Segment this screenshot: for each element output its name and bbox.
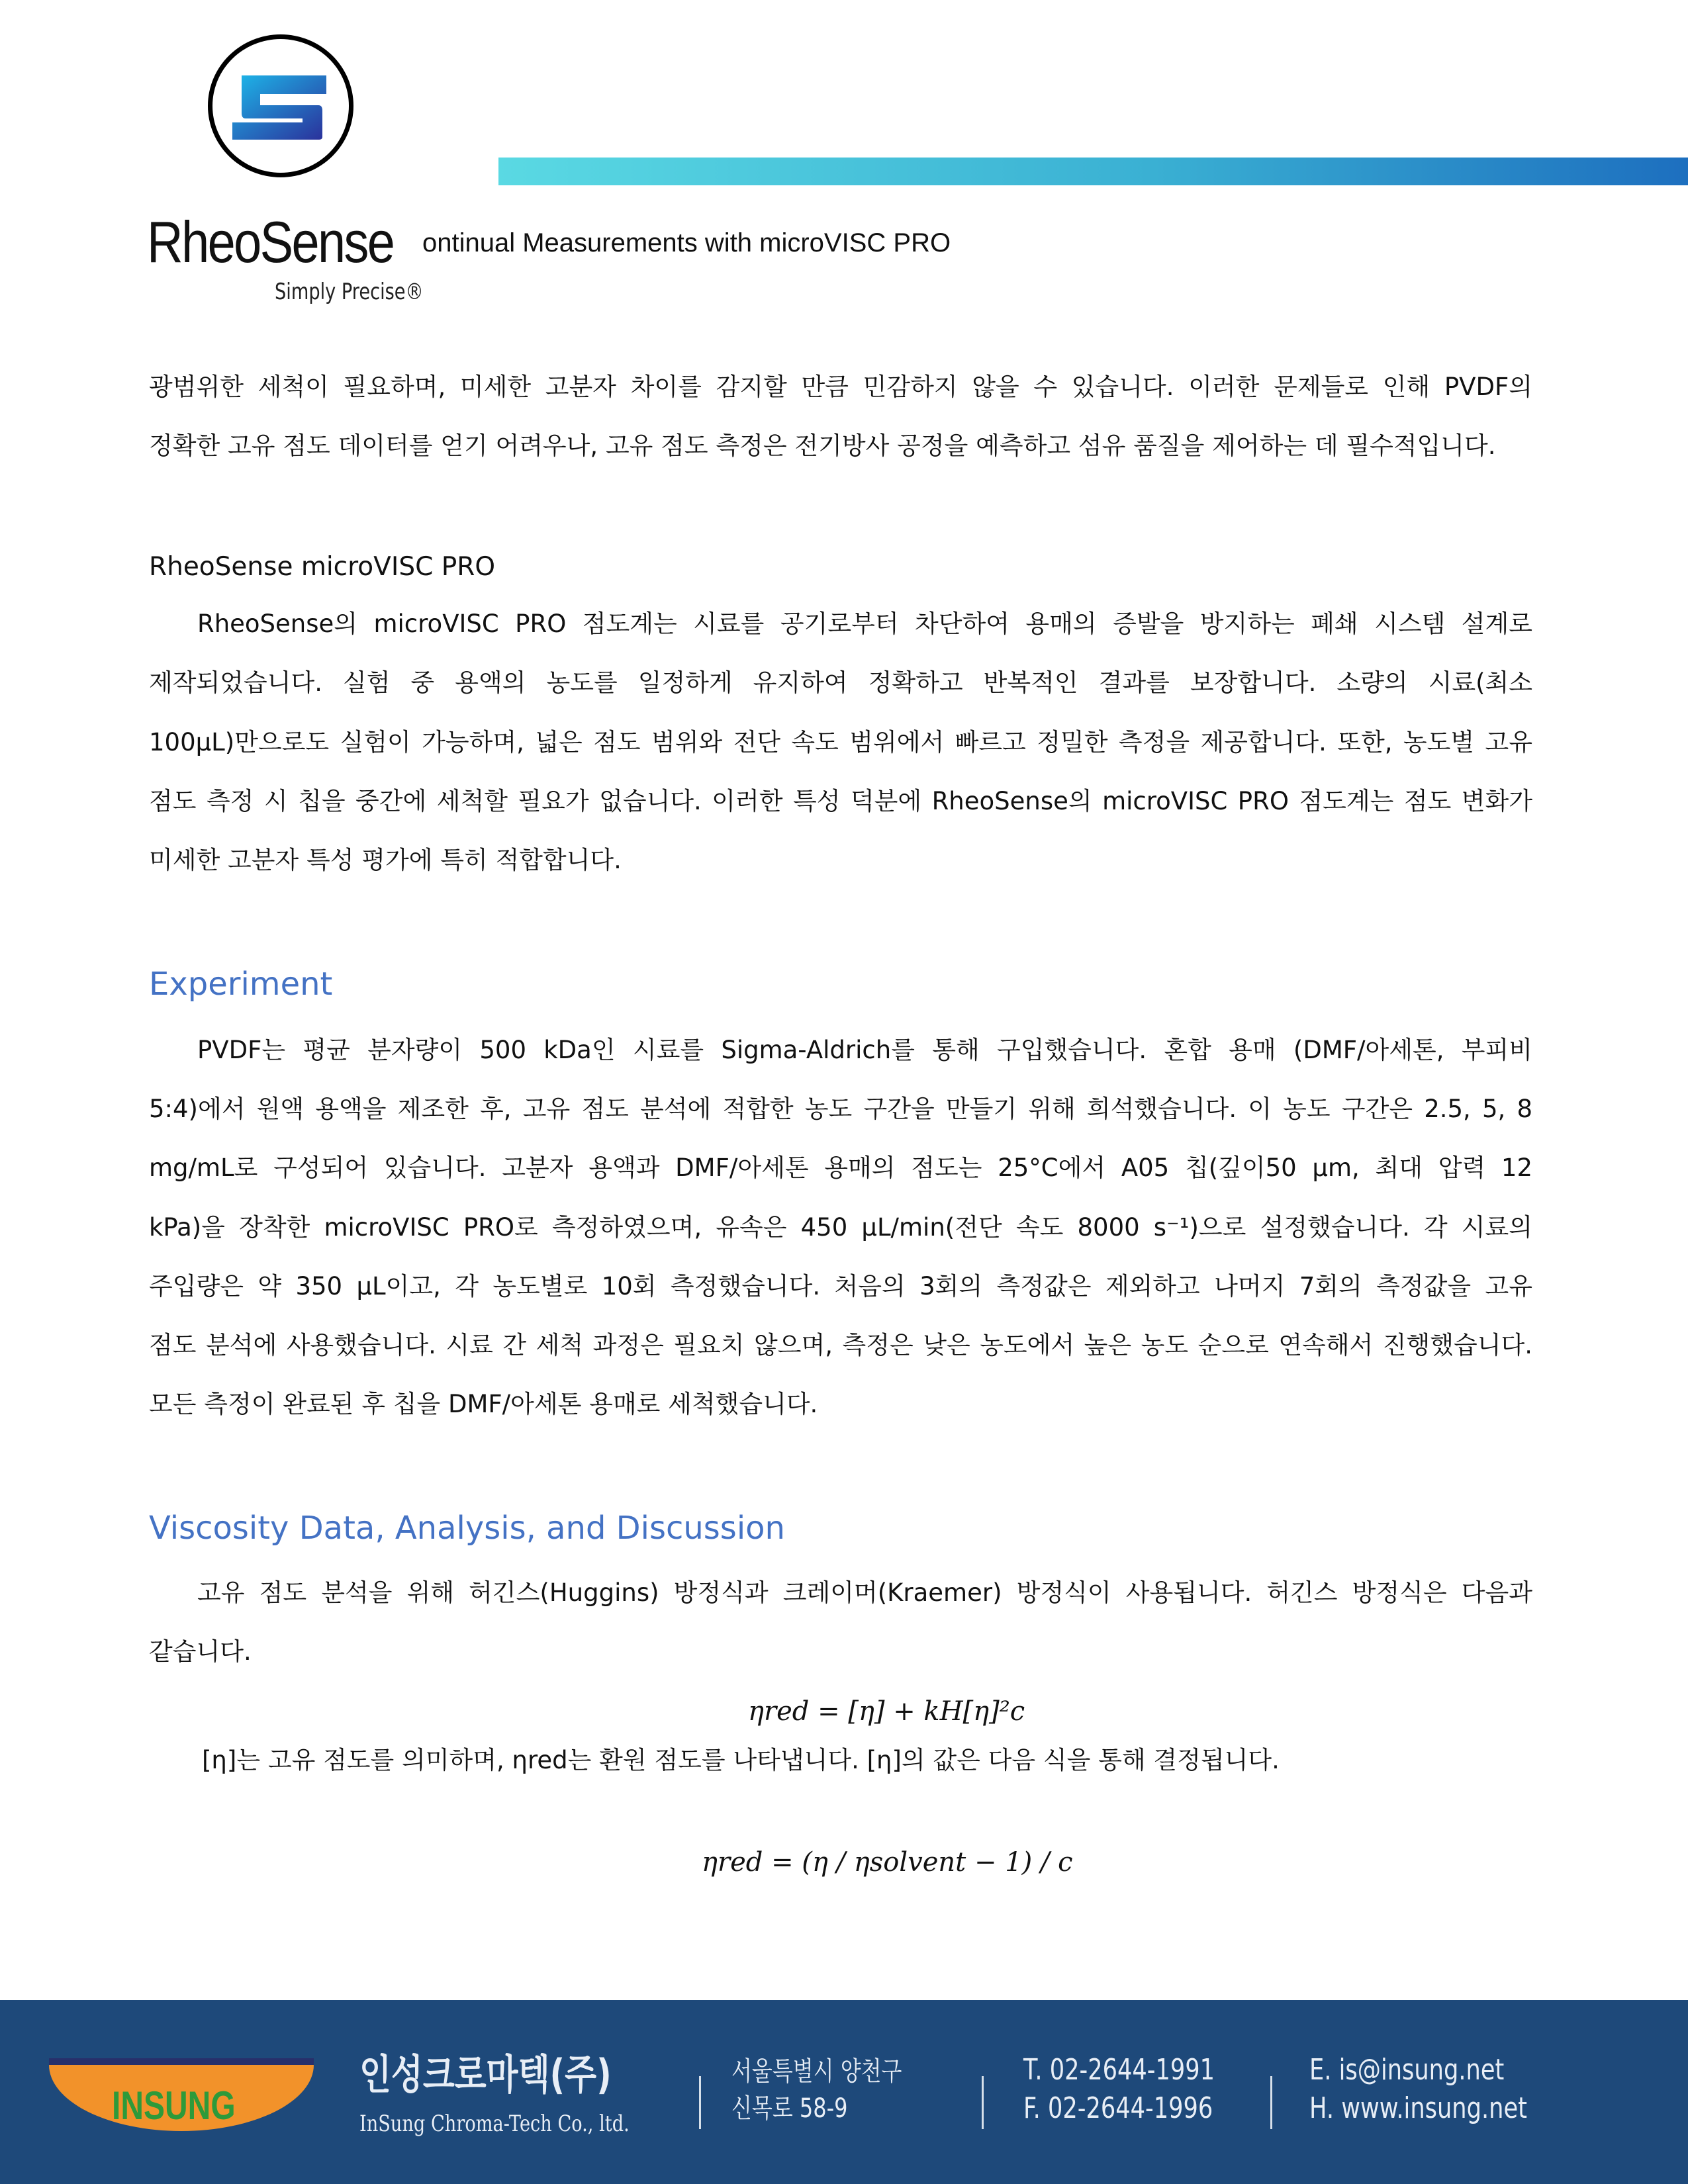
insung-logo-icon — [49, 2058, 314, 2131]
paragraph-line: mg/mL로 구성되어 있습니다. 고분자 용액과 DMF/아세톤 용매의 점도는 25°C에서 A05 칩(깊이50 μm, 최대 압력 12 — [149, 1154, 1532, 1182]
email-link[interactable]: E. is@insung.net — [1309, 2053, 1505, 2087]
brand-logo-text: RheoSense — [147, 209, 394, 275]
paragraph-line: 점도 분석에 사용했습니다. 시료 간 세척 과정은 필요치 않으며, 측정은 낮은 농도에서 높은 농도 순으로 연속해서 진행했습니다. — [149, 1331, 1532, 1359]
paragraph-line: kPa)을 장착한 microVISC PRO로 측정하였으며, 유속은 450 μL/min(전단 속도 8000 s⁻¹)으로 설정했습니다. 각 시료의 — [149, 1213, 1532, 1242]
paragraph-line: 5:4)에서 원액 용액을 제조한 후, 고유 점도 분석에 적합한 농도 구간을 만들기 위해 희석했습니다. 이 농도 구간은 2.5, 5, 8 — [149, 1095, 1532, 1123]
section-subtitle-product: RheoSense microVISC PRO — [149, 552, 496, 582]
address-line: 신목로 58-9 — [731, 2093, 848, 2124]
paragraph-line: 정확한 고유 점도 데이터를 얻기 어려우나, 고유 점도 측정은 전기방사 공정을 예측하고 섬유 품질을 제어하는 데 필수적입니다. — [149, 432, 1496, 460]
paragraph-line: PVDF는 평균 분자량이 500 kDa인 시료를 Sigma-Aldrich를 통해 구입했습니다. 혼합 용매 (DMF/아세톤, 부피비 — [197, 1036, 1532, 1064]
huggins-equation: ηred = [η] + kH[η]²c — [748, 1696, 1025, 1727]
phone-number: T. 02-2644-1991 — [1023, 2053, 1215, 2087]
brand-tagline: Simply Precise® — [275, 279, 424, 305]
website-link[interactable]: H. www.insung.net — [1309, 2091, 1527, 2125]
company-name-en: InSung Chroma-Tech Co., ltd. — [359, 2111, 630, 2137]
paragraph-line: 미세한 고분자 특성 평가에 특히 적합합니다. — [149, 846, 622, 874]
paragraph-line: 100μL)만으로도 실험이 가능하며, 넓은 점도 범위와 전단 속도 범위에서 빠르고 정밀한 측정을 제공합니다. 또한, 농도별 고유 — [149, 728, 1532, 756]
heading-experiment: Experiment — [149, 966, 333, 1003]
paragraph-line: 같습니다. — [149, 1637, 252, 1666]
paragraph-line: 광범위한 세척이 필요하며, 미세한 고분자 차이를 감지할 만큼 민감하지 않을 수 있습니다. 이러한 문제들로 인해 PVDF의 — [149, 373, 1532, 401]
paragraph-line: RheoSense의 microVISC PRO 점도계는 시료를 공기로부터 차단하여 용매의 증발을 방지하는 폐쇄 시스템 설계로 — [197, 610, 1532, 638]
paragraph-line: [η]는 고유 점도를 의미하며, ηred는 환원 점도를 나타냅니다. [η]의 값은 다음 식을 통해 결정됩니다. — [202, 1746, 1280, 1774]
fax-number: F. 02-2644-1996 — [1023, 2091, 1213, 2125]
paragraph-line: 주입량은 약 350 μL이고, 각 농도별로 10회 측정했습니다. 처음의 3회의 측정값은 제외하고 나머지 7회의 측정값을 고유 — [149, 1272, 1532, 1300]
company-name-kr: 인성크로마텍(주) — [359, 2050, 612, 2099]
reduced-viscosity-equation: ηred = (η / ηsolvent − 1) / c — [702, 1847, 1073, 1878]
insung-logo-text: INSUNG — [112, 2083, 236, 2128]
paragraph-line: 점도 측정 시 칩을 중간에 세척할 필요가 없습니다. 이러한 특성 덕분에 RheoSense의 microVISC PRO 점도계는 점도 변화가 — [149, 787, 1532, 815]
rheosense-logo-icon — [208, 34, 353, 177]
paragraph-line: 제작되었습니다. 실험 중 용액의 농도를 일정하게 유지하여 정확하고 반복적인 결과를 보장합니다. 소량의 시료(최소 — [149, 668, 1532, 697]
paragraph-line: 고유 점도 분석을 위해 허긴스(Huggins) 방정식과 크레이머(Kraemer) 방정식이 사용됩니다. 허긴스 방정식은 다음과 — [197, 1578, 1532, 1607]
heading-analysis: Viscosity Data, Analysis, and Discussion — [149, 1510, 785, 1547]
header-accent-bar — [498, 158, 1688, 185]
document-title: ontinual Measurements with microVISC PRO — [422, 228, 951, 257]
footer — [0, 2000, 1688, 2184]
paragraph-line: 모든 측정이 완료된 후 칩을 DMF/아세톤 용매로 세척했습니다. — [149, 1390, 818, 1418]
address-line: 서울특별시 양천구 — [731, 2056, 902, 2087]
